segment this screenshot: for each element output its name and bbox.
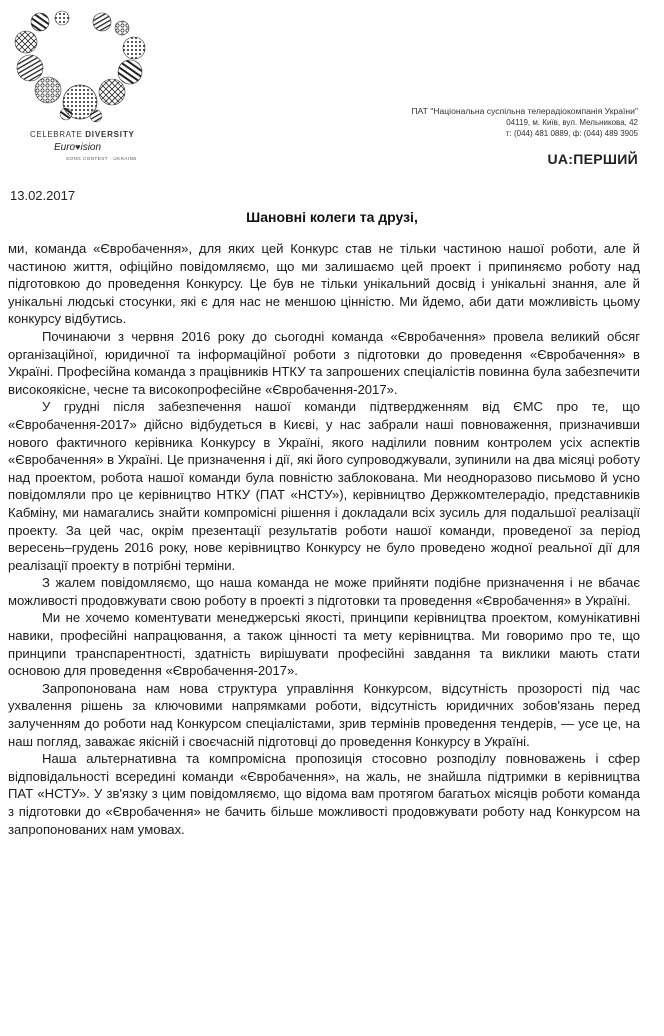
paragraph: Наша альтернативна та компромісна пропозиція стосовно розподілу повноважень і сфер відповідальності всередині команди «Євробачення», на жаль, не знайшла підтримки в керівництва ПАТ «НСТУ». У зв'язку з цим повідомляємо, що відома вам протягом багатьох місяців роботи команда з підготовки до «Євробачення» не бачить більше можливості продовжувати роботу над Конкурсом на запропонованих нам умовах. (8, 751, 640, 837)
organization-phone: т: (044) 481 0889, ф: (044) 489 3905 (505, 129, 638, 138)
paragraph: ми, команда «Євробачення», для яких цей Конкурс став не тільки частиною нашої роботи, але й частиною життя, офіційно повідомляємо, що ми залишаємо цей проект і припиняємо роботу над підготовкою до проведення Конкурсу. Це був не тільки унікальний досвід і унікальні знання, але й унікальні людські стосунки, які є для нас не меншою цінністю. Ми йдемо, аби дати можливість цьому конкурсу відбутись. (8, 241, 640, 327)
ua-pershyi-logo: UA:ПЕРШИЙ (547, 151, 638, 167)
paragraph: З жалем повідомляємо, що наша команда не може прийняти подібне призначення і не вбачає можливості продовжувати свою роботу в проекті з підготовки та проведення «Євробачення» в Україні. (8, 575, 640, 608)
letter-date: 13.02.2017 (10, 188, 76, 203)
eurovision-wordmark: Euro♥ision (54, 142, 102, 153)
organization-name: ПАТ "Національна суспільна телерадіокомпанія України" (411, 106, 638, 116)
paragraph: Ми не хочемо коментувати менеджерські якості, принципи керівництва проектом, комунікативні навики, професійні напрацювання, а також цінності та мету керівництва. Ми говоримо про те, що принципи транспарентності, здатність вирішувати професійні завдання та виклики мають стати основою для проведення «Євробачення-2017». (8, 610, 640, 679)
celebrate-diversity-tagline: CELEBRATE DIVERSITY (30, 130, 135, 139)
heart-v-icon: ♥ (75, 142, 81, 152)
organization-block (411, 106, 638, 139)
paragraph: Починаючи з червня 2016 року до сьогодні команда «Євробачення» провела великий обсяг організаційної, юридичної та інформаційної роботи з підготовки до проведення «Євробачення» в Україні. Професійна команда з працівників НТКУ та запрошених спеціалістів повинна була забезпечити високоякісне, чесне та високопрофесійне «Євробачення-2017». (8, 328, 640, 397)
paragraph: Запропонована нам нова структура управління Конкурсом, відсутність прозорості під час ухвалення рішень за ключовими напрямками роботи, відсутність юридичних зобов'язань перед залученням до роботи над Конкурсом спеціалістами, зрив термінів проведення тендерів, — усе це, на наш погляд, заважає якісній і своєчасній підготовці до проведення Конкурсу в Україні. (8, 680, 640, 749)
paragraph: У грудні після забезпечення нашої команди підтвердженням від ЄМС про те, що «Євробачення-2017» дійсно відбудеться в Києві, у нас забрали наші повноваження, призначивши нового фактичного керівника Конкурсу в Україні, якого наділили повним контролем усіх аспектів «Євробачення» в Україні. Це призначення і дії, які його супроводжували, зупинили на два місяці роботу над проектом, робота нашої команди була повністю заблокована. Ми неодноразово письмово й усно повідомляли про це керівництво НТКУ (ПАТ «НСТУ»), керівництво Держкомтелерадіо, представників Кабміну, ми намагались знайти компромісні рішення і докладали всіх зусиль для подальшої реалізації проекту. За цей час, окрім презентації результатів роботи нашої команди, проведеної за період вересень–грудень 2016 року, нове керівництво Конкурсу не було проведено жодної реальної дії для реалізації проекту в потрібні терміни. (8, 399, 640, 573)
eurovision-logo-area (10, 8, 160, 168)
organization-address: 04119, м. Київ, вул. Мельникова, 42 (506, 118, 638, 127)
letter-body (8, 240, 640, 838)
letter-salutation: Шановні колеги та друзі, (246, 209, 418, 225)
eurovision-subtitle: SONG CONTEST · UKRAINE (66, 156, 137, 161)
beads-necklace-logo (10, 8, 160, 130)
